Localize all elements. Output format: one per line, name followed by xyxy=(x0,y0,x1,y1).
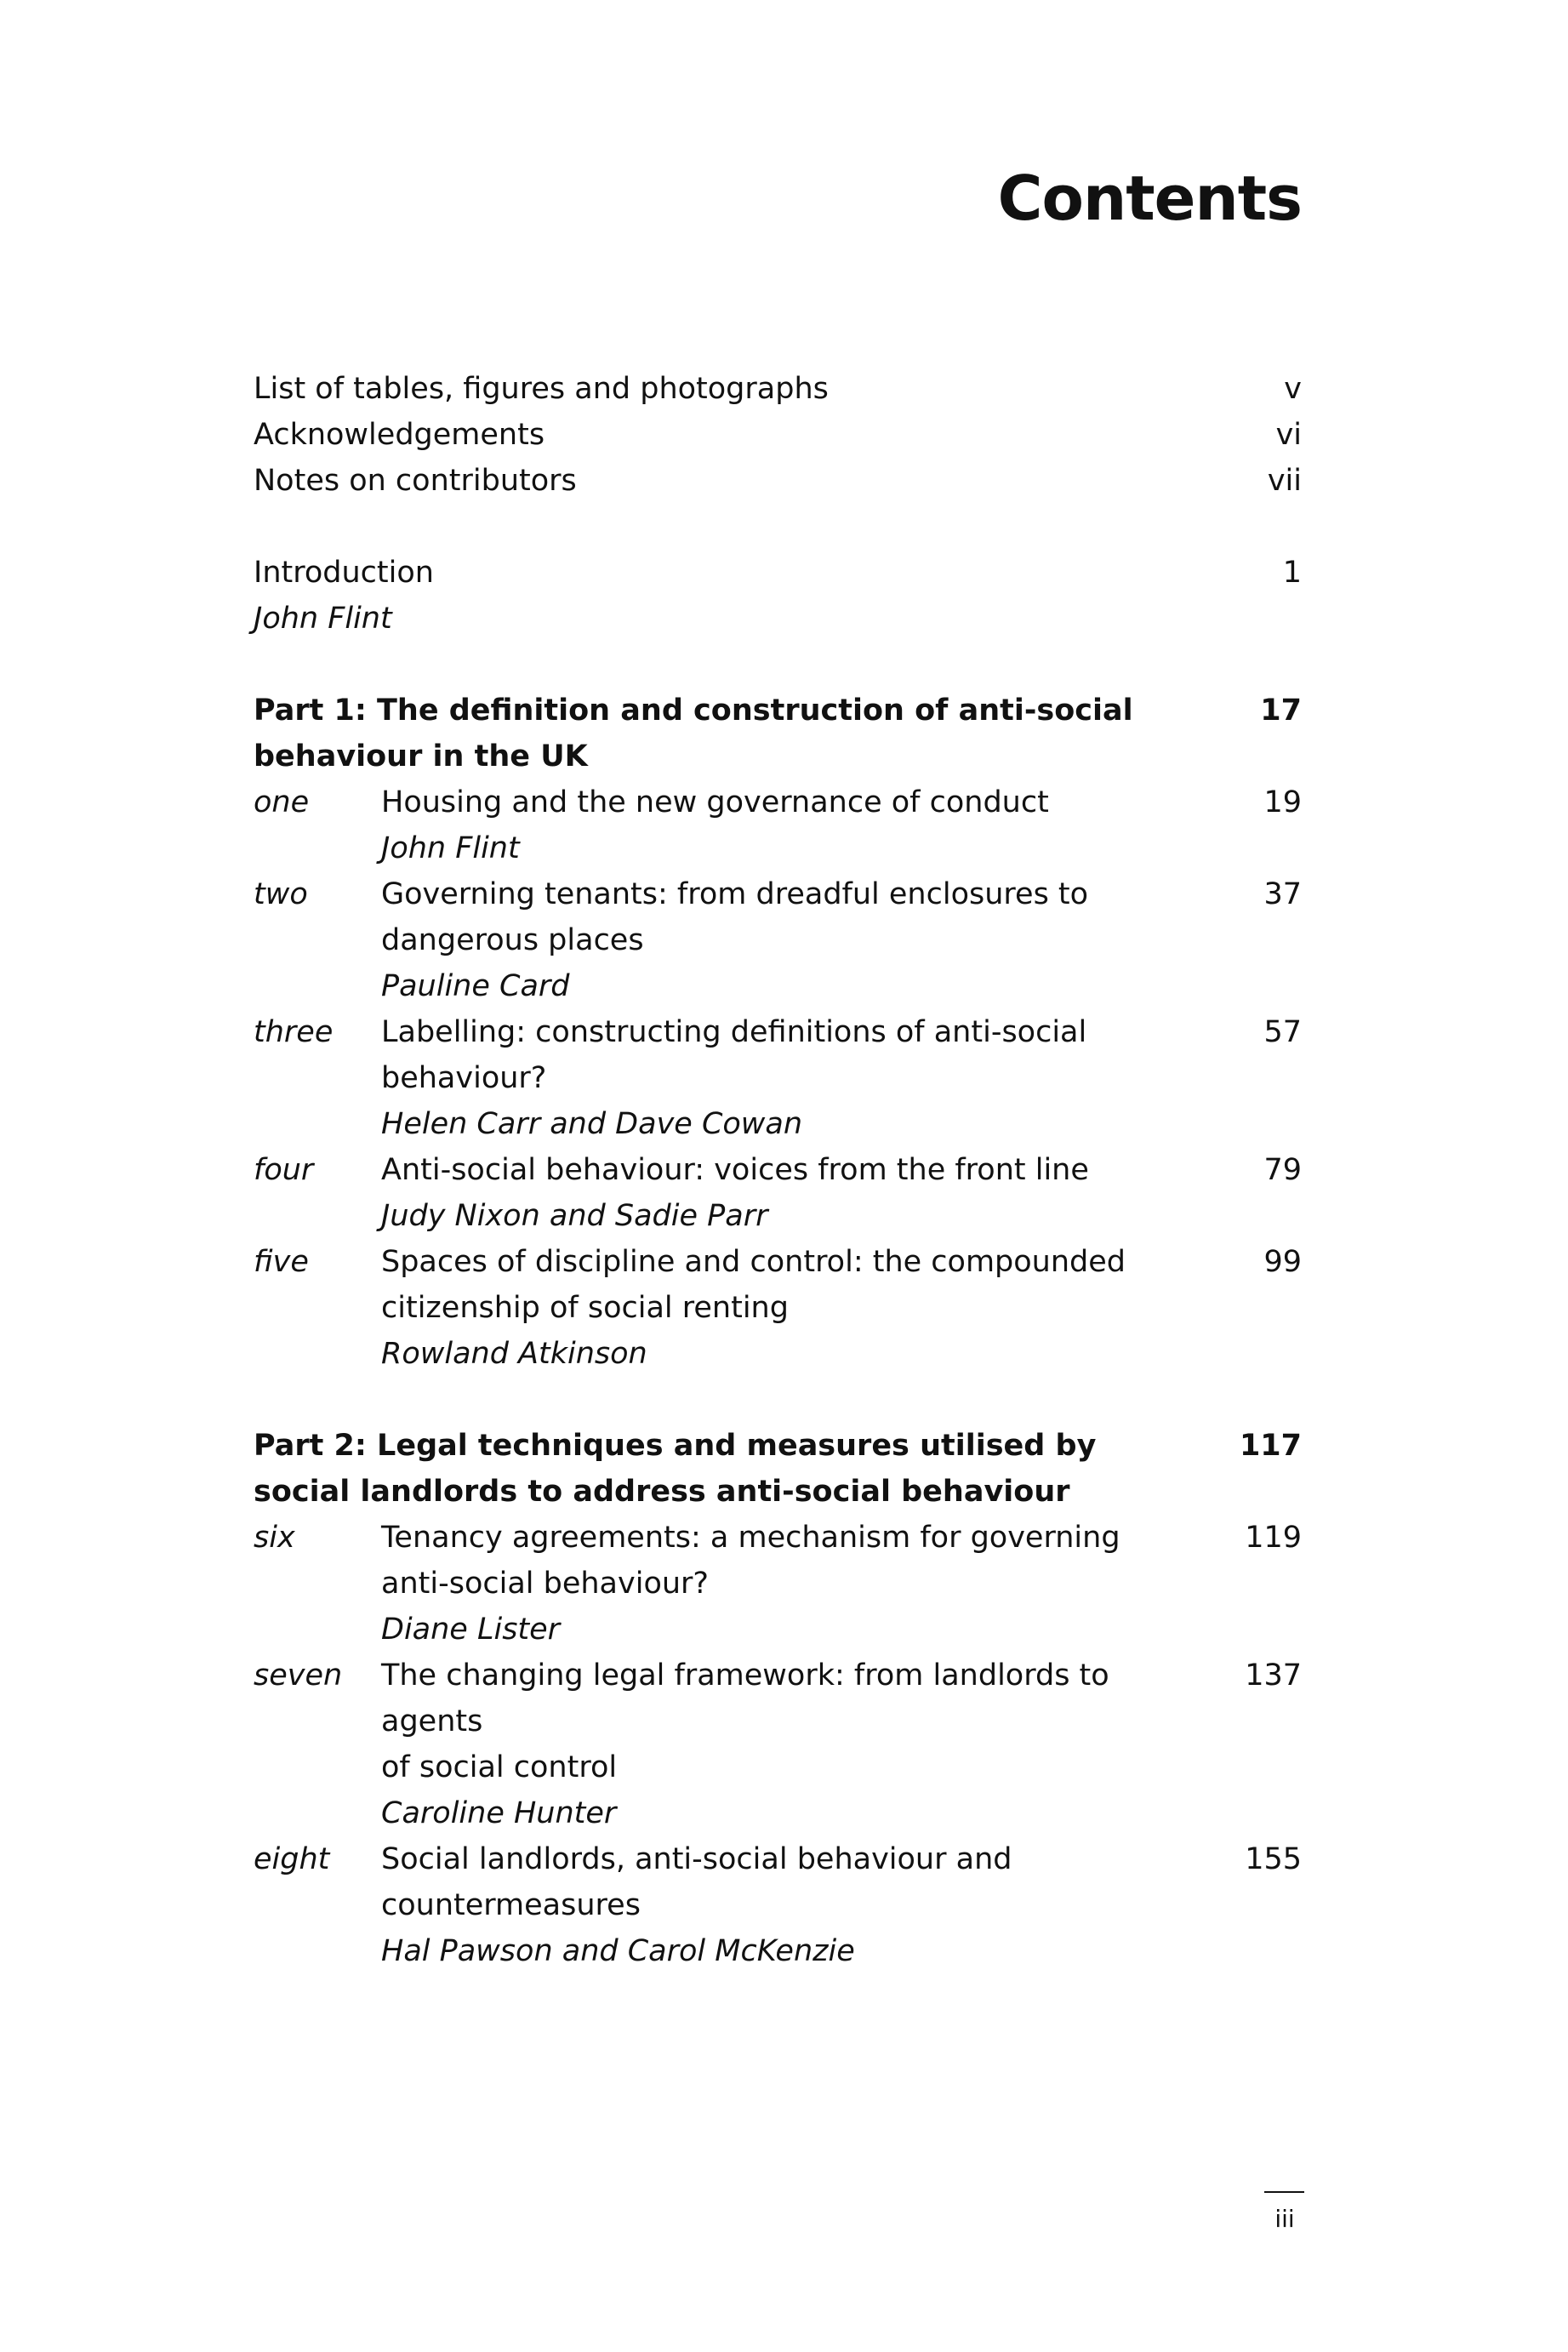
chapter-entry-four[interactable] xyxy=(254,1147,1302,1193)
part-heading-1[interactable] xyxy=(254,688,1302,734)
chapter-page: 57 xyxy=(1263,1015,1302,1049)
chapter-page: 119 xyxy=(1245,1521,1302,1555)
chapter-title: Tenancy agreements: a mechanism for governing xyxy=(381,1521,1120,1555)
toc-entry-page: vi xyxy=(1275,418,1302,452)
part-page: 117 xyxy=(1239,1429,1302,1463)
chapter-title: Governing tenants: from dreadful enclosures to xyxy=(381,877,1089,911)
part-title-line: Part 1: The definition and construction of anti-social xyxy=(254,694,1133,728)
toc-entry-title: List of tables, figures and photographs xyxy=(254,372,829,406)
chapter-author: Helen Carr and Dave Cowan xyxy=(381,1107,803,1141)
toc-entry-page: vii xyxy=(1267,464,1302,498)
toc-entry-notes-on-contributors[interactable] xyxy=(254,458,1302,504)
chapter-label: four xyxy=(254,1153,314,1187)
folio-rule xyxy=(1264,2191,1304,2193)
part-page: 17 xyxy=(1260,694,1302,728)
chapter-author: Judy Nixon and Sadie Parr xyxy=(381,1199,768,1233)
chapter-title-continued: of social control xyxy=(381,1750,618,1784)
toc-entry-acknowledgements[interactable] xyxy=(254,412,1302,458)
chapter-title-continued: dangerous places xyxy=(381,923,644,957)
chapter-label: six xyxy=(254,1521,295,1555)
chapter-author: Rowland Atkinson xyxy=(381,1337,647,1371)
chapter-title: Housing and the new governance of conduct xyxy=(381,785,1049,819)
chapter-label: three xyxy=(254,1015,334,1049)
chapter-author: John Flint xyxy=(381,831,520,865)
chapter-title: Social landlords, anti-social behaviour and xyxy=(381,1842,1012,1876)
chapter-page: 155 xyxy=(1245,1842,1302,1876)
chapter-entry-two[interactable] xyxy=(254,871,1302,917)
toc-entry-page: v xyxy=(1284,372,1302,406)
toc-entry-title: Acknowledgements xyxy=(254,418,545,452)
chapter-page: 79 xyxy=(1263,1153,1302,1187)
toc-entry-introduction[interactable] xyxy=(254,550,1302,596)
chapter-title-continued: citizenship of social renting xyxy=(381,1291,789,1325)
table-of-contents xyxy=(254,366,1302,1974)
chapter-author: Pauline Card xyxy=(381,969,570,1003)
chapter-title-continued: countermeasures xyxy=(381,1888,641,1922)
chapter-page: 19 xyxy=(1263,785,1302,819)
spacer xyxy=(254,1377,1302,1423)
part-title-line: Part 2: Legal techniques and measures utilised by xyxy=(254,1429,1097,1463)
chapter-page: 137 xyxy=(1245,1658,1302,1693)
toc-entry-author: John Flint xyxy=(254,602,392,636)
chapter-entry-seven[interactable] xyxy=(254,1653,1302,1744)
chapter-label: seven xyxy=(254,1658,343,1693)
part-heading-2[interactable] xyxy=(254,1423,1302,1469)
toc-entry-title: Notes on contributors xyxy=(254,464,577,498)
chapter-entry-three[interactable] xyxy=(254,1009,1302,1101)
chapter-title-continued: anti-social behaviour? xyxy=(381,1567,709,1601)
chapter-entry-six[interactable] xyxy=(254,1515,1302,1561)
chapter-author: Hal Pawson and Carol McKenzie xyxy=(381,1934,855,1968)
chapter-page: 99 xyxy=(1263,1245,1302,1279)
chapter-label: two xyxy=(254,877,308,911)
spacer xyxy=(254,504,1302,550)
chapter-author: Diane Lister xyxy=(381,1613,561,1647)
chapter-title: Spaces of discipline and control: the compounded xyxy=(381,1245,1126,1279)
chapter-title: The changing legal framework: from landlords to agents xyxy=(381,1658,1109,1738)
chapter-title: Labelling: constructing definitions of anti-social behaviour? xyxy=(381,1015,1087,1095)
chapter-label: eight xyxy=(254,1842,330,1876)
chapter-entry-five[interactable] xyxy=(254,1239,1302,1285)
chapter-entry-one[interactable] xyxy=(254,779,1302,825)
chapter-entry-eight[interactable] xyxy=(254,1836,1302,1882)
part-title-line: behaviour in the UK xyxy=(254,739,588,774)
chapter-author: Caroline Hunter xyxy=(381,1796,617,1830)
chapter-label: five xyxy=(254,1245,309,1279)
chapter-title: Anti-social behaviour: voices from the front line xyxy=(381,1153,1089,1187)
chapter-page: 37 xyxy=(1263,877,1302,911)
toc-entry-page: 1 xyxy=(1282,556,1302,590)
chapter-label: one xyxy=(254,785,310,819)
spacer xyxy=(254,642,1302,688)
page-title: Contents xyxy=(997,163,1302,234)
part-title-line: social landlords to address anti-social behaviour xyxy=(254,1475,1070,1509)
toc-entry-list-of-tables[interactable] xyxy=(254,366,1302,412)
page-number: iii xyxy=(1274,2205,1295,2233)
toc-entry-title: Introduction xyxy=(254,556,434,590)
